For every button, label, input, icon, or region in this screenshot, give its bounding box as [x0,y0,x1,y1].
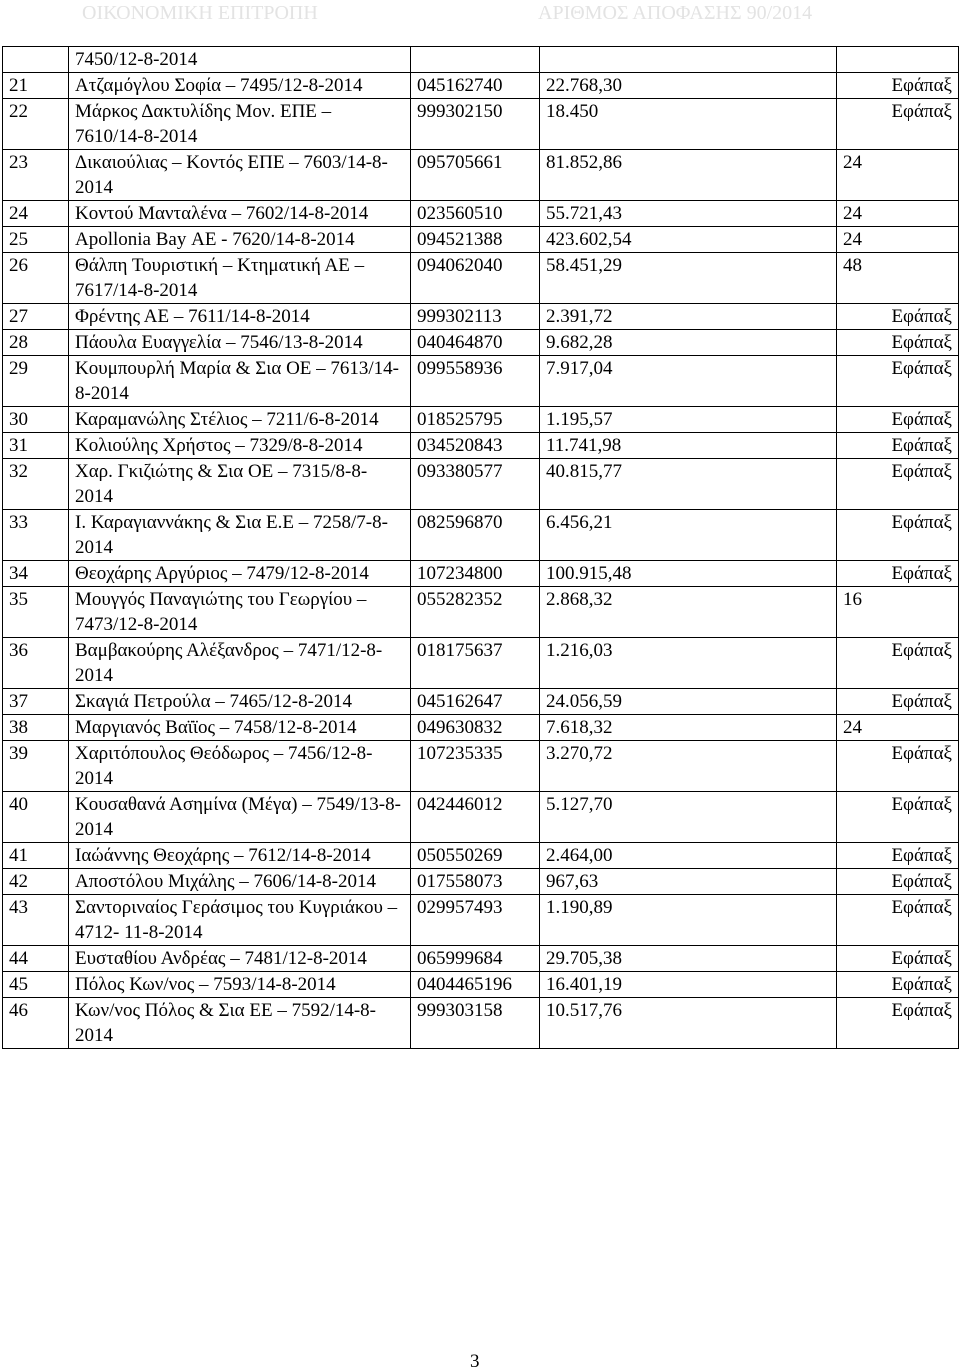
installments-cell: Εφάπαξ [837,510,959,561]
installments-cell: Εφάπαξ [837,99,959,150]
tax-id-cell: 055282352 [411,587,540,638]
debtor-name-cell: Χαρ. Γκιζιώτης & Σια ΟΕ – 7315/8-8-2014 [69,459,411,510]
debt-amount-cell: 10.517,76 [540,998,837,1049]
table-row [3,972,959,998]
debtor-name-cell: Κοντού Μανταλένα – 7602/14-8-2014 [69,201,411,227]
debtor-name-cell: Κουσαθανά Ασημίνα (Μέγα) – 7549/13-8-2014 [69,792,411,843]
page-number: 3 [470,1351,480,1372]
table-row [3,227,959,253]
debtor-name-cell: Κολιούλης Χρήστος – 7329/8-8-2014 [69,433,411,459]
installments-cell: Εφάπαξ [837,792,959,843]
debtor-name-cell: Θεοχάρης Αργύριος – 7479/12-8-2014 [69,561,411,587]
tax-id-cell: 107235335 [411,741,540,792]
debtor-name-cell: 7450/12-8-2014 [69,47,411,73]
row-number-cell: 21 [3,73,69,99]
table-row [3,792,959,843]
tax-id-cell: 018525795 [411,407,540,433]
header-committee-title: ΟΙΚΟΝΟΜΙΚΗ ΕΠΙΤΡΟΠΗ [82,2,318,24]
installments-cell: Εφάπαξ [837,741,959,792]
debtor-name-cell: Ι. Καραγιαννάκης & Σια Ε.Ε – 7258/7-8-2014 [69,510,411,561]
installments-cell: Εφάπαξ [837,407,959,433]
tax-id-cell: 095705661 [411,150,540,201]
debt-amount-cell: 18.450 [540,99,837,150]
debt-amount-cell: 100.915,48 [540,561,837,587]
row-number-cell: 42 [3,869,69,895]
debt-amount-cell: 1.216,03 [540,638,837,689]
debt-amount-cell: 24.056,59 [540,689,837,715]
row-number-cell: 41 [3,843,69,869]
installments-cell [837,47,959,73]
tax-id-cell: 029957493 [411,895,540,946]
header-decision-number: ΑΡΙΘΜΟΣ ΑΠΟΦΑΣΗΣ 90/2014 [538,2,813,24]
tax-id-cell: 040464870 [411,330,540,356]
installments-cell: Εφάπαξ [837,330,959,356]
table-row [3,407,959,433]
installments-cell: 16 [837,587,959,638]
tax-id-cell: 050550269 [411,843,540,869]
debtor-name-cell: Μαργιανός Βαϊϊος – 7458/12-8-2014 [69,715,411,741]
tax-id-cell: 045162647 [411,689,540,715]
installments-cell: Εφάπαξ [837,869,959,895]
installments-cell: Εφάπαξ [837,561,959,587]
row-number-cell: 40 [3,792,69,843]
installments-cell: 24 [837,715,959,741]
debt-settlement-table [2,46,959,1049]
table-row [3,99,959,150]
row-number-cell: 44 [3,946,69,972]
debt-amount-cell: 55.721,43 [540,201,837,227]
table-row [3,433,959,459]
debt-amount-cell: 2.391,72 [540,304,837,330]
debt-amount-cell: 22.768,30 [540,73,837,99]
table-row [3,715,959,741]
table-row [3,253,959,304]
installments-cell: Εφάπαξ [837,895,959,946]
debtor-name-cell: Κουμπουρλή Μαρία & Σια ΟΕ – 7613/14-8-2014 [69,356,411,407]
debt-amount-cell: 58.451,29 [540,253,837,304]
debtor-name-cell: Χαριτόπουλος Θεόδωρος – 7456/12-8-2014 [69,741,411,792]
tax-id-cell: 099558936 [411,356,540,407]
table-row [3,587,959,638]
row-number-cell: 34 [3,561,69,587]
installments-cell: Εφάπαξ [837,689,959,715]
debtor-name-cell: Ευσταθίου Ανδρέας – 7481/12-8-2014 [69,946,411,972]
debtor-name-cell: Μάρκος Δακτυλίδης Μον. ΕΠΕ – 7610/14-8-2014 [69,99,411,150]
debtor-name-cell: Ατζαμόγλου Σοφία – 7495/12-8-2014 [69,73,411,99]
row-number-cell: 38 [3,715,69,741]
debt-amount-cell: 2.868,32 [540,587,837,638]
debt-amount-cell [540,47,837,73]
tax-id-cell: 082596870 [411,510,540,561]
installments-cell: Εφάπαξ [837,73,959,99]
debt-amount-cell: 967,63 [540,869,837,895]
tax-id-cell: 065999684 [411,946,540,972]
tax-id-cell: 045162740 [411,73,540,99]
debtor-name-cell: Αποστόλου Μιχάλης – 7606/14-8-2014 [69,869,411,895]
tax-id-cell: 093380577 [411,459,540,510]
table-row [3,330,959,356]
row-number-cell: 33 [3,510,69,561]
installments-cell: 24 [837,227,959,253]
table-row [3,895,959,946]
debt-amount-cell: 1.190,89 [540,895,837,946]
installments-cell: Εφάπαξ [837,998,959,1049]
table-row [3,304,959,330]
debt-amount-cell: 81.852,86 [540,150,837,201]
row-number-cell: 28 [3,330,69,356]
table-row [3,869,959,895]
debtor-name-cell: Πόλος Κων/νος – 7593/14-8-2014 [69,972,411,998]
debt-amount-cell: 7.917,04 [540,356,837,407]
table-row [3,510,959,561]
installments-cell: Εφάπαξ [837,356,959,407]
tax-id-cell: 023560510 [411,201,540,227]
debtor-name-cell: Apollonia Bay ΑΕ - 7620/14-8-2014 [69,227,411,253]
table-row [3,459,959,510]
row-number-cell: 25 [3,227,69,253]
page-header [0,0,960,28]
debtor-name-cell: Σκαγιά Πετρούλα – 7465/12-8-2014 [69,689,411,715]
tax-id-cell: 999303158 [411,998,540,1049]
tax-id-cell: 0404465196 [411,972,540,998]
debt-amount-cell: 2.464,00 [540,843,837,869]
row-number-cell: 45 [3,972,69,998]
row-number-cell: 29 [3,356,69,407]
row-number-cell: 39 [3,741,69,792]
table-row [3,689,959,715]
installments-cell: 24 [837,150,959,201]
row-number-cell: 31 [3,433,69,459]
debtor-name-cell: Δικαιούλιας – Κοντός ΕΠΕ – 7603/14-8-2014 [69,150,411,201]
debt-amount-cell: 29.705,38 [540,946,837,972]
row-number-cell: 32 [3,459,69,510]
table-row [3,356,959,407]
debtor-name-cell: Φρέντης ΑΕ – 7611/14-8-2014 [69,304,411,330]
tax-id-cell: 094062040 [411,253,540,304]
tax-id-cell: 049630832 [411,715,540,741]
debtor-name-cell: Πάουλα Ευαγγελία – 7546/13-8-2014 [69,330,411,356]
debt-amount-cell: 5.127,70 [540,792,837,843]
table-row [3,998,959,1049]
debt-amount-cell: 11.741,98 [540,433,837,459]
row-number-cell: 35 [3,587,69,638]
installments-cell: Εφάπαξ [837,433,959,459]
row-number-cell: 22 [3,99,69,150]
debtor-name-cell: Βαμβακούρης Αλέξανδρος – 7471/12-8-2014 [69,638,411,689]
table-row [3,741,959,792]
installments-cell: 24 [837,201,959,227]
debt-amount-cell: 423.602,54 [540,227,837,253]
tax-id-cell: 999302113 [411,304,540,330]
debt-amount-cell: 6.456,21 [540,510,837,561]
row-number-cell: 23 [3,150,69,201]
row-number-cell: 37 [3,689,69,715]
row-number-cell: 36 [3,638,69,689]
row-number-cell: 26 [3,253,69,304]
row-number-cell: 43 [3,895,69,946]
tax-id-cell: 034520843 [411,433,540,459]
tax-id-cell [411,47,540,73]
debt-amount-cell: 40.815,77 [540,459,837,510]
row-number-cell: 46 [3,998,69,1049]
tax-id-cell: 094521388 [411,227,540,253]
debt-amount-cell: 7.618,32 [540,715,837,741]
tax-id-cell: 107234800 [411,561,540,587]
table-row [3,946,959,972]
debtor-name-cell: Θάλπη Τουριστική – Κτηματική ΑΕ – 7617/14-8-2014 [69,253,411,304]
table-body [3,47,959,1049]
tax-id-cell: 999302150 [411,99,540,150]
debtor-name-cell: Ιαώάννης Θεοχάρης – 7612/14-8-2014 [69,843,411,869]
debtor-name-cell: Καραμανώλης Στέλιος – 7211/6-8-2014 [69,407,411,433]
installments-cell: Εφάπαξ [837,843,959,869]
debt-amount-cell: 1.195,57 [540,407,837,433]
row-number-cell [3,47,69,73]
table-row [3,638,959,689]
debtor-name-cell: Κων/νος Πόλος & Σια ΕΕ – 7592/14-8-2014 [69,998,411,1049]
tax-id-cell: 017558073 [411,869,540,895]
installments-cell: 48 [837,253,959,304]
row-number-cell: 27 [3,304,69,330]
row-number-cell: 24 [3,201,69,227]
row-number-cell: 30 [3,407,69,433]
table-row [3,561,959,587]
table-row [3,73,959,99]
installments-cell: Εφάπαξ [837,304,959,330]
debtor-name-cell: Σαντοριναίος Γεράσιμος του Κυγριάκου – 4712- 11-8-2014 [69,895,411,946]
installments-cell: Εφάπαξ [837,972,959,998]
table-row [3,201,959,227]
debt-amount-cell: 3.270,72 [540,741,837,792]
debtor-name-cell: Μουγγός Παναγιώτης του Γεωργίου – 7473/12-8-2014 [69,587,411,638]
table-row [3,47,959,73]
installments-cell: Εφάπαξ [837,638,959,689]
tax-id-cell: 018175637 [411,638,540,689]
installments-cell: Εφάπαξ [837,946,959,972]
table-row [3,150,959,201]
installments-cell: Εφάπαξ [837,459,959,510]
table-row [3,843,959,869]
debt-amount-cell: 9.682,28 [540,330,837,356]
tax-id-cell: 042446012 [411,792,540,843]
debt-amount-cell: 16.401,19 [540,972,837,998]
